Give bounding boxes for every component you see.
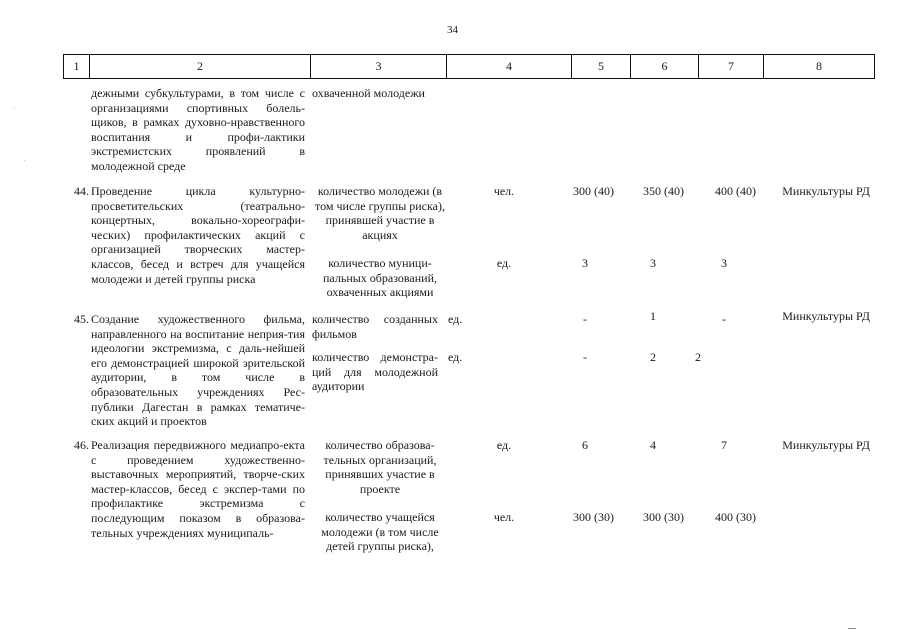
indicator-value-col7: 2: [695, 350, 701, 364]
responsible-agency: Минкультуры РД: [782, 184, 870, 198]
scan-mark: [848, 628, 856, 629]
indicator-value-col7: 3: [721, 256, 727, 270]
scan-speck: [14, 108, 15, 109]
continued-description: дежными субкультурами, в том числе с организациями спортивных болель-щиков, в рамках духовно-нравственного воспитания и профи-лактики экстремистских проявлений в молодежной среде: [91, 86, 305, 173]
column-header-8: 8: [764, 55, 875, 79]
indicator-value-col5: -: [583, 312, 587, 326]
indicator-unit: чел.: [493, 184, 515, 198]
indicator-value-col6: 4: [650, 438, 656, 452]
indicator-value-col5: 6: [582, 438, 588, 452]
row-description: Создание художественного фильма, направленного на воспитание неприя-тия идеологии экстремизма, с даль-нейшей его демонстрацией широкой зрительской аудитории, в том числе в образовательных учреждениях Рес-публики Дагестан в рамках тематиче-ских акций и проектов: [91, 312, 305, 429]
indicator-unit: ед.: [448, 312, 463, 326]
indicator-value-col7: -: [722, 312, 726, 326]
indicator-unit: чел.: [493, 510, 515, 524]
column-header-4: 4: [447, 55, 572, 79]
row-number: 46.: [74, 438, 89, 452]
indicator-value-col6: 350 (40): [643, 184, 684, 198]
column-header-3: 3: [311, 55, 447, 79]
column-header-row: [63, 54, 875, 79]
indicator-value-col7: 400 (30): [715, 510, 756, 524]
row-number: 45.: [74, 312, 89, 326]
row-description: Проведение цикла культурно-просветительских (театрально-концертных, вокально-хореографи-ческих) профилактических акций с организацией творческих мастер-классов, бесед и встреч для учащейся молодежи и детей группы риска: [91, 184, 305, 286]
column-header-5: 5: [572, 55, 631, 79]
indicator-value-col7: 400 (40): [715, 184, 756, 198]
indicator-value-col5: -: [583, 350, 587, 364]
column-header-7: 7: [699, 55, 764, 79]
row-number: 44.: [74, 184, 89, 198]
indicator-unit: ед.: [496, 438, 512, 452]
indicator-value-col5: 3: [582, 256, 588, 270]
indicator-value-col6: 2: [650, 350, 656, 364]
indicator-value-col5: 300 (40): [573, 184, 614, 198]
indicator-metric: количество молодежи (в том числе группы риска), принявшей участие в акциях: [315, 184, 445, 242]
row-description: Реализация передвижного медиапро-екта с проведением художественно-выставочных мероприятий, творче-ских мастер-классов, бесед с экспер-тами по профилактике экстремизма с последующим показом в образова-тельных учреждениях муниципаль-: [91, 438, 305, 540]
scan-speck: [24, 160, 25, 161]
indicator-value-col6: 1: [650, 309, 656, 323]
indicator-value-col6: 3: [650, 256, 656, 270]
indicator-unit: ед.: [448, 350, 463, 364]
indicator-metric: количество созданных фильмов: [312, 312, 438, 341]
indicator-value-col6: 300 (30): [643, 510, 684, 524]
indicator-unit: ед.: [496, 256, 512, 270]
responsible-agency: Минкультуры РД: [782, 309, 870, 323]
indicator-metric: количество учащейся молодежи (в том числе детей группы риска),: [321, 510, 439, 554]
indicator-value-col5: 300 (30): [573, 510, 614, 524]
indicator-value-col7: 7: [721, 438, 727, 452]
column-header-1: 1: [64, 55, 90, 79]
responsible-agency: Минкультуры РД: [782, 438, 870, 452]
page-number: 34: [447, 24, 458, 36]
indicator-metric: количество демонстра-ций для молодежной аудитории: [312, 350, 438, 394]
column-header-2: 2: [90, 55, 311, 79]
indicator-metric: количество муници-пальных образований, охваченных акциями: [323, 256, 437, 300]
continued-metric: охваченной молодежи: [312, 86, 425, 100]
indicator-metric: количество образова-тельных организаций, принявших участие в проекте: [323, 438, 437, 496]
column-header-6: 6: [631, 55, 699, 79]
